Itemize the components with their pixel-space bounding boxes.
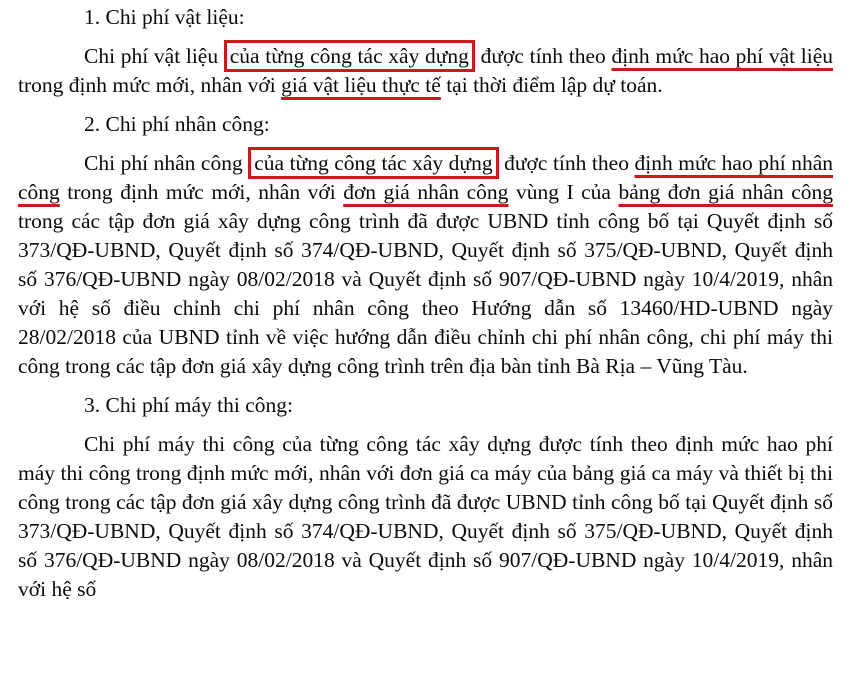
text-segment: Chi phí nhân công	[84, 151, 249, 175]
section-paragraph-2	[18, 149, 833, 381]
text-segment: được tính theo	[474, 44, 612, 68]
boxed-phrase: của từng công tác xây dựng	[248, 147, 498, 179]
section-paragraph-3	[18, 430, 833, 604]
text-segment: được tính theo	[498, 151, 635, 175]
underlined-phrase: giá vật liệu thực tế	[281, 73, 441, 97]
section-heading-3: 3. Chi phí máy thi công:	[84, 393, 294, 417]
text-segment: vùng I của	[508, 180, 619, 204]
section-heading-1: 1. Chi phí vật liệu:	[84, 5, 245, 29]
underlined-phrase: định mức hao phí nhân công	[18, 151, 834, 204]
boxed-phrase: của từng công tác xây dựng	[224, 40, 475, 72]
text-segment: trong các tập đơn giá xây dựng công trình đã được UBND tỉnh công bố tại Quyết định số 373/QĐ-UBND, Quyết định số 374/QĐ-UBND, Quyết định số 375/QĐ-UBND, Quyết định số 376/QĐ-UBND ngày 08/02/2018 và Quyết định số 907/QĐ-UBND ngày 10/4/2019, nhân với hệ số điều chỉnh chi phí nhân công theo Hướng dẫn số 13460/HD-UBND ngày 28/02/2018 của UBND tỉnh về việc hướng dẫn điều chỉnh chi phí nhân công, chi phí máy thi công trong các tập đơn giá xây dựng công trình trên địa bàn tỉnh Bà Rịa – Vũng Tàu.	[18, 209, 833, 378]
underlined-phrase: đơn giá nhân công	[343, 180, 509, 204]
underlined-phrase: bảng đơn giá nhân công	[618, 180, 834, 204]
section-heading-2: 2. Chi phí nhân công:	[84, 112, 270, 136]
section-paragraph-1	[18, 42, 833, 100]
text-segment: tại thời điểm lập dự toán.	[440, 73, 663, 97]
text-segment: trong định mức mới, nhân với	[18, 73, 282, 97]
text-segment: trong định mức mới, nhân với	[59, 180, 344, 204]
underlined-phrase: định mức hao phí vật liệu	[611, 44, 833, 68]
text-segment: Chi phí vật liệu	[84, 44, 224, 68]
text-segment: Chi phí máy thi công của từng công tác xây dựng được tính theo định mức hao phí máy thi công trong định mức mới, nhân với đơn giá ca máy của bảng giá ca máy và thiết bị thi công trong các tập đơn giá xây dựng công trình đã được UBND tỉnh công bố tại Quyết định số 373/QĐ-UBND, Quyết định số 374/QĐ-UBND, Quyết định số 375/QĐ-UBND, Quyết định số 376/QĐ-UBND ngày 08/02/2018 và Quyết định số 907/QĐ-UBND ngày 10/4/2019, nhân với hệ số	[18, 432, 833, 601]
